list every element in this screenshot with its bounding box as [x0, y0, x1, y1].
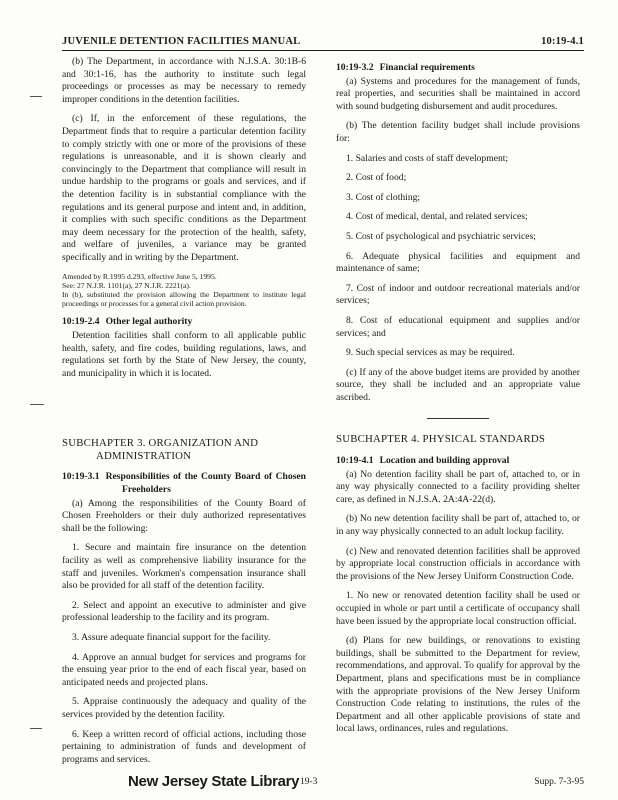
section-heading: 10:19-3.2 Financial requirements: [336, 62, 475, 73]
running-header: [62, 36, 584, 51]
amendment-note: See: 27 N.J.R. 1101(a), 27 N.J.R. 2221(a).: [62, 280, 191, 290]
list-item: 9. Such special services as may be required.: [346, 347, 515, 359]
list-item: 2. Select and appoint an executive to administer and give professional leadership to the facility and its program.: [62, 599, 306, 624]
subchapter-heading: SUBCHAPTER 3. ORGANIZATION AND ADMINISTRATION: [62, 437, 259, 462]
list-item: 1. Secure and maintain fire insurance on the detention facility as well as comprehensive liability insurance for the staff and juveniles. Workmen's compensation insurance shall also be provided for all staff of the detention facility.: [62, 542, 306, 592]
list-item: 1. Salaries and costs of staff development;: [346, 152, 509, 164]
supplement-date: Supp. 7-3-95: [534, 777, 584, 787]
section-heading: 10:19-4.1 Location and building approval: [336, 455, 510, 467]
subchapter-heading: SUBCHAPTER 4. PHYSICAL STANDARDS: [336, 433, 546, 446]
section-heading: 10:19-3.1 Responsibilities of the County Board of Chosen Freeholders: [62, 471, 306, 496]
list-item: 7. Cost of indoor and outdoor recreational materials and/or services;: [336, 282, 580, 307]
manual-title: JUVENILE DETENTION FACILITIES MANUAL: [62, 36, 301, 47]
list-item: 8. Cost of educational equipment and supplies and/or services; and: [336, 314, 580, 339]
library-stamp: New Jersey State Library: [128, 773, 300, 790]
section-text: (a) No detention facility shall be part of, attached to, or in any way physically connected to a facility providing shelter care, as defined in N.J.S.A. 2A:4A-22(d).: [336, 468, 580, 505]
amendment-note: In (b), substituted the provision allowing the Department to institute legal proceedings or processes for a general civil action provision.: [62, 289, 306, 309]
list-item: 6. Adequate physical facilities and equipment and maintenance of same;: [336, 250, 580, 275]
paragraph-b: (b) The Department, in accordance with N.J.S.A. 30:1B-6 and 30:1-16, has the authority to institute such legal proceedings or processes as may be necessary to remedy improper conditions in the detention facilities.: [62, 56, 306, 105]
list-item: 3. Assure adequate financial support for the facility.: [72, 632, 271, 643]
list-item: 3. Cost of clothing;: [346, 191, 421, 203]
amendment-note: Amended by R.1995 d.293, effective June 5, 1995.: [62, 271, 217, 281]
margin-mark: [30, 96, 42, 97]
page-footer: [0, 773, 618, 793]
section-text: (c) New and renovated detention facilities shall be approved by appropriate local construction officials in accordance with the provisions of the New Jersey Uniform Construction Code.: [336, 545, 580, 582]
section-text: (a) Systems and procedures for the management of funds, real properties, and securities shall be maintained in accord with sound budgeting disbursement and audit procedures.: [336, 75, 580, 112]
list-item: 1. No new or renovated detention facility shall be used or occupied in whole or part until a certificate of occupancy shall have been issued by the appropriate local construction official.: [336, 590, 580, 627]
margin-mark: [30, 404, 44, 405]
list-item: 5. Cost of psychological and psychiatric services;: [346, 230, 536, 242]
section-text: Detention facilities shall conform to all applicable public health, safety, and fire codes, building regulations, laws, and regulations set forth by the State of New Jersey, the county, and municipality in which it is located.: [62, 329, 306, 379]
margin-mark: [30, 728, 42, 729]
list-item: 4. Cost of medical, dental, and related services;: [346, 211, 528, 223]
list-item: 6. Keep a written record of official actions, including those pertaining to administration of funds and development of programs and services.: [62, 728, 306, 765]
section-text: (a) Among the responsibilities of the County Board of Chosen Freeholders or their duly authorized representatives shall be the following:: [62, 497, 306, 534]
list-item: 5. Appraise continuously the adequacy and quality of the services provided by the detention facility.: [62, 696, 306, 720]
section-divider: [427, 418, 489, 419]
section-number: 10:19-4.1: [541, 36, 584, 47]
section-text: (d) Plans for new buildings, or renovations to existing buildings, shall be submitted to the Department for review, recommendations, and approval. To qualify for approval by the Department, plans and specifications must be in compliance with the appropriate provisions of the New Jersey Uniform Construction Code relating to institutions, the rules of the Department and all other applicable provisions of state and local laws, ordinances, rules and regulations.: [336, 635, 580, 735]
section-text: (b) The detention facility budget shall include provisions for:: [336, 120, 580, 144]
paragraph-c: (c) If, in the enforcement of these regulations, the Department finds that to require a particular detention facility to comply strictly with one or more of the provisions of these regulations is unreasonable, and it is shown clearly and convincingly to the Department that compliance will result in undue hardship to the programs or goals and services, and if the detention facility is in substantial compliance with the regulations and its general purpose and intent and, in addition, it complies with such specific conditions as the Department may deem necessary for the protection of the health, safety, and welfare of juveniles, a variance may be granted specifically and in writing by the Department.: [62, 113, 306, 263]
section-text: (c) If any of the above budget items are provided by another source, they shall be included and an appropriate value ascribed.: [336, 366, 580, 403]
section-heading: 10:19-2.4 Other legal authority: [62, 316, 193, 328]
page-number: 19-3: [300, 777, 318, 787]
section-text: (b) No new detention facility shall be part of, attached to, or in any way physically connected to an adult lockup facility.: [336, 513, 580, 538]
list-item: 2. Cost of food;: [346, 172, 407, 184]
list-item: 4. Approve an annual budget for services and programs for the ensuing year prior to the end of each fiscal year, based on anticipated needs and projected plans.: [62, 651, 306, 688]
right-column: [336, 56, 580, 743]
left-column: [62, 56, 306, 773]
